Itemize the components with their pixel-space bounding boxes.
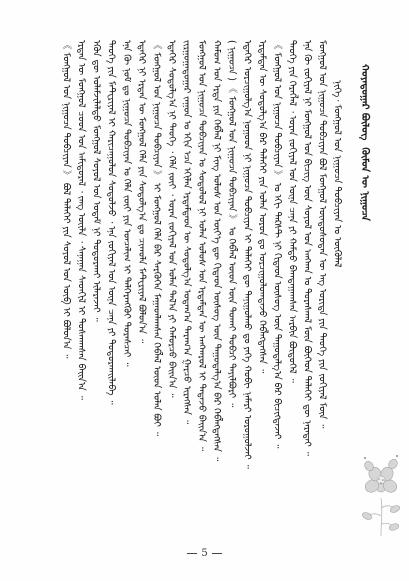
section-subheading: ᠨᠢᠭᠡ᠂ ᠮᠣᠩᠭᠣᠯ ᠤᠨ ᠨᠢᠭᠤᠴᠠ ᠲᠣᠪᠴᠢᠶᠠᠨ ᠤ ᠦᠭᠦᠯᠡᠯ — [331, 80, 343, 268]
body-column: ᠮᠣᠩᠭᠣᠯ ᠤᠨ ᠨᠢᠭᠤᠴᠠ ᠲᠣᠪᠴᠢᠶᠠᠨ ᠪᠣᠯ ᠮᠣᠩᠭᠣᠯ ᠦᠨᠳᠦᠰᠦᠲᠡᠨ ᠦ ᠡᠩ ᠤᠷᠢᠳᠠ ᠶᠢᠨ ᠲᠡᠦᠬᠡ ᠶᠢᠨ ᠵᠣᠬᠢᠶᠠᠯ ᠮᠥᠨ ᠃ — [316, 40, 328, 429]
body-column: ᠡᠷᠲᠡᠨ ᠦ ᠮᠣᠩᠭᠣᠯ ᠴᠤᠳ ᠤᠨ ᠠᠮᠢᠳᠤᠷᠠᠯ ᠂ ᠵᠠᠩ ᠦᠢᠯᠡ ᠂ ᠰᠠᠨᠠᠭᠠᠨ ᠰᠡᠳᠬᠢᠯ ᠢ ᠲᠤᠰᠬᠠᠭᠰᠠᠨ ᠪᠠᠢᠨ᠎ᠠ ᠃ — [75, 40, 87, 400]
body-column: ᠡᠨᠡ ᠬᠦ ᠵᠣᠬᠢᠶᠠᠯ ᠨᠢ ᠮᠣᠩᠭᠣᠯ ᠤᠨ ᠪᠢᠴᠢᠭ ᠦᠨ ᠰᠣᠶᠣᠯ ᠤᠨ ᠠᠩᠬᠠᠨ ᠤ ᠳᠤᠷᠠᠰᠬᠠᠯ ᠮᠥᠨ ᠪᠥᠭᠡᠳ ᠳᠡᠯᠡᠬᠡᠢ ᠳᠦ ᠨᠡᠷᠡᠲᠡᠢ ᠃ — [301, 40, 313, 456]
body-column: ᠡᠳᠡᠭᠡᠷ ᠣᠷᠴᠢᠭᠤᠯᠭ᠎ᠠ ᠨᠤᠭᠤᠳ ᠨᠢ ᠨᠢᠭᠤᠴᠠ ᠲᠣᠪᠴᠢᠶᠠᠨ ᠢ ᠳᠡᠯᠡᠬᠡᠢ ᠳᠦ ᠲᠠᠨᠢᠭᠤᠯᠬᠤ ᠳᠤ ᠶᠡᠬᠡ ᠬᠤᠪᠢ ᠨᠡᠮᠡᠷᠢ ᠣᠷᠣᠭᠤᠯᠵᠠᠢ ᠃ — [241, 40, 253, 469]
page-number — [0, 548, 409, 559]
body-column: 《 ᠮᠣᠩᠭᠣᠯ ᠤᠨ ᠨᠢᠭᠤᠴᠠ ᠲᠣᠪᠴᠢᠶᠠᠨ 》 ᠤ ᠡᠬᠢ ᠲᠡᠺᠰᠲ ᠨᠢ ᠬᠢᠳᠠᠳ ᠦᠰᠦᠭ ᠦᠨ ᠳᠠᠭᠤᠳᠠᠯᠭ᠎ᠠ ᠪᠠᠷ ᠪᠢᠴᠢᠭᠳᠡᠵᠡᠢ ᠃ — [271, 40, 283, 449]
page-number-dash-left — [187, 553, 197, 554]
body-column: ᠡᠳᠡᠭᠡᠷ ᠨᠢ ᠡᠷᠲᠡᠨ ᠦ ᠮᠣᠩᠭᠣᠯ ᠬᠡᠯᠡ ᠶᠢᠨ ᠰᠤᠳᠤᠯᠭ᠎ᠠ ᠳᠤ ᠴᠢᠬᠤᠯᠠ ᠮᠠᠲᠧᠷᠢᠶᠠᠯ ᠪᠣᠯᠤᠨ᠎ᠠ ᠃ — [135, 40, 147, 344]
body-column: ᠡᠷᠳᠡᠮᠳᠡᠨ ᠦ ᠰᠤᠳᠤᠯᠭ᠎ᠠ ᠪᠠᠷ ᠳᠡᠯᠡᠬᠡᠢ ᠶᠢᠨ ᠣᠯᠠᠨ ᠣᠷᠣᠨ ᠳᠤ ᠣᠷᠴᠢᠭᠤᠯᠤᠭᠳᠠᠵᠤ ᠬᠡᠪᠯᠡᠭᠳᠡᠭᠰᠡᠨ ᠃ — [256, 40, 268, 374]
body-column: ᠮᠣᠩᠭᠣᠯ ᠤᠨ ᠨᠢᠭᠤᠴᠠ ᠲᠣᠪᠴᠢᠶᠠᠨ ᠤ ᠰᠤᠳᠤᠯᠤᠯ ᠨᠢ ᠣᠯᠠᠨ ᠤᠯᠤᠰ ᠤᠨ ᠡᠷᠳᠡᠮᠲᠡᠨ ᠦ ᠠᠩᠬᠠᠷᠤᠯ ᠢ ᠲᠠᠲᠠᠵᠤ ᠪᠠᠢᠨ᠎ᠠ ᠃ — [196, 40, 208, 451]
body-column: ᠡᠳᠡᠭᠡᠷ ᠰᠤᠳᠤᠯᠭ᠎ᠠ ᠨᠢ ᠲᠡᠦᠬᠡ ᠂ ᠬᠡᠯᠡ ᠵᠦᠢ ᠂ ᠤᠷᠠᠨ ᠵᠣᠬᠢᠶᠠᠯ ᠤᠨ ᠣᠯᠠᠨ ᠲᠠᠯ᠎ᠠ ᠶᠢ ᠬᠠᠮᠤᠷᠴᠤ ᠪᠠᠢᠨ᠎ᠠ ᠃ — [165, 40, 177, 398]
body-column: 《 ᠮᠣᠩᠭᠣᠯ ᠤᠨ ᠨᠢᠭᠤᠴᠠ ᠲᠣᠪᠴᠢᠶᠠᠨ 》 ᠢ ᠮᠣᠩᠭᠣᠯ ᠬᠡᠯᠡ ᠪᠡᠷ ᠰᠡᠷᠭᠦᠭᠡᠨ ᠮᠠᠭᠠᠳᠯᠠᠭᠰᠠᠨ ᠬᠡᠪᠯᠡᠯ ᠦᠳ ᠣᠯᠠᠨ ᠪᠣᠢ ᠃ — [150, 40, 162, 436]
page-number-dash-right — [212, 553, 222, 554]
body-column: ᠲᠡᠦᠬᠡ ᠶᠢᠨ ᠬᠡᠷᠡᠭᠯᠡᠯ ᠂ ᠤᠷᠠᠨ ᠵᠣᠬᠢᠶᠠᠯ ᠤᠨ ᠦᠨᠡ ᠴᠡᠨᠡ ᠶᠢ ᠬᠠᠮᠲᠤ ᠪᠠᠭᠲᠠᠭᠠᠭᠰᠠᠨ ᠠᠷᠪᠢᠨ ᠪᠦᠲᠦᠭᠡᠯ ᠃ — [286, 40, 298, 383]
body-column: ᠬᠠᠮᠤᠭ ᠤᠨ ᠡᠷᠲᠡ ᠶᠢᠨ ᠬᠡᠪᠯᠡᠯ ᠨᠢ ᠮᠢᠩ ᠤᠯᠤᠰ ᠤᠨ ᠦᠶ᠎ᠡ ᠳᠦ ᠬᠢᠳᠠᠳ ᠦᠰᠦᠭ ᠦᠨ ᠳᠠᠭᠤᠳᠠᠯᠭ᠎ᠠ ᠪᠠᠷ ᠬᠡᠪᠯᠡᠭᠳᠡᠭᠰᠡᠨ ᠃ — [211, 40, 223, 462]
vertical-text-block — [58, 40, 374, 530]
page-number-text: 5 — [201, 548, 208, 559]
body-column: ᠡᠨᠡ ᠬᠦ ᠨᠣᠮ ᠳᠤ ᠨᠢᠭᠤᠴᠠ ᠲᠣᠪᠴᠢᠶᠠᠨ ᠤ ᠬᠡᠯᠡ ᠵᠦᠢ ᠶᠢᠨ ᠣᠨᠴᠠᠯᠢᠭ ᠢ ᠳᠡᠯᠭᠡᠷᠡᠩᠭᠦᠢ ᠳᠤᠷᠠᠰᠴᠠᠢ ᠃ — [120, 40, 132, 367]
body-column: ᠲᠡᠦᠬᠡ ᠶᠢᠨ ᠮᠠᠲᠧᠷᠢᠶᠠᠯ ᠢ ᠬᠠᠷᠢᠴᠠᠭᠤᠯᠤᠨ ᠰᠤᠳᠤᠯᠵᠤ ᠂ ᠡᠨᠡ ᠵᠣᠬᠢᠶᠠᠯ ᠤᠨ ᠦᠨᠡ ᠴᠡᠨᠡ ᠶᠢ ᠲᠣᠳᠤᠷᠬᠠᠢᠯᠠᠪᠠ ᠃ — [105, 40, 117, 405]
body-column: 《 ᠮᠣᠩᠭᠣᠯ ᠤᠨ ᠨᠢᠭᠤᠴᠠ ᠲᠣᠪᠴᠢᠶᠠᠨ 》 ᠪᠣᠯ ᠳᠡᠯᠡᠬᠡᠢ ᠶᠢᠨ ᠰᠣᠶᠣᠯ ᠤᠨ ᠦᠪ ᠢ ᠪᠣᠯᠤᠨ᠎ᠠ ᠃ — [60, 40, 72, 359]
body-column: ( ᠨᠢᠭᠤᠴᠠ ) 《 ᠮᠣᠩᠭᠣᠯ ᠤᠨ ᠨᠢᠭᠤᠴᠠ ᠲᠣᠪᠴᠢᠶᠠᠨ 》 ᠤ ᠬᠡᠪᠯᠡᠯ ᠦᠳ ᠦᠨ ᠲᠤᠬᠠᠢ ᠲᠣᠪᠴᠢ ᠲᠠᠶᠢᠯᠪᠤᠷᠢ ᠃ — [226, 40, 238, 408]
body-column: ᠡᠭᠦᠨ ᠳᠦ ᠤᠯᠠᠮᠵᠢᠯᠠᠯᠲᠤ ᠮᠣᠩᠭᠣᠯ ᠰᠣᠶᠣᠯ ᠤᠨ ᠤᠳᠠᠮ ᠨᠢ ᠲᠣᠳᠣᠷᠬᠠᠢ ᠢᠯᠡᠷᠡᠵᠡᠢ ᠃ — [90, 40, 102, 322]
flower-decoration-icon — [359, 452, 403, 536]
body-column: ᠵᠢᠷᠭᠤᠭᠠᠳᠤᠭᠠᠷ ᠵᠠᠭᠤᠨ ᠤ ᠡᠬᠢᠨ ᠡᠴᠡ ᠡᠬᠢᠯᠡᠨ ᠡᠷᠳᠡᠮᠲᠡᠳ ᠦ ᠰᠤᠳᠤᠯᠭ᠎ᠠ ᠤᠳᠠᠭ᠎ᠠ ᠳᠠᠷᠠᠭ᠎ᠠ ᠭᠠᠷᠴᠤ ᠢᠷᠡᠭᠰᠡᠨ ᠃ — [181, 40, 192, 424]
chapter-heading: ᠬᠣᠶᠠᠳᠤᠭᠠᠷ ᠪᠦᠯᠦᠭ ᠌ ᠬᠦᠮᠦᠨ ᠦ ᠨᠢᠭᠤᠴᠠ — [359, 64, 371, 221]
